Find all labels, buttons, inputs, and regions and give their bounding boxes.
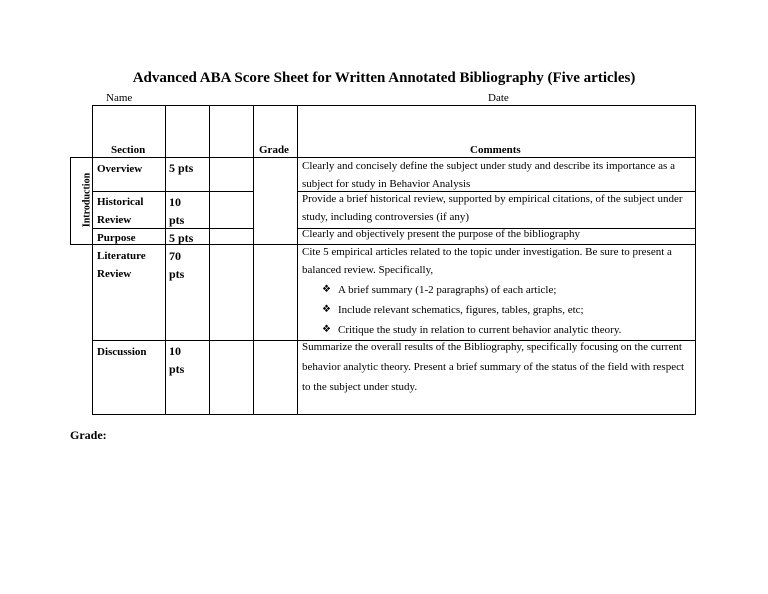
comment-historical-review: Provide a brief historical review, supported by empirical citations, of the subject under study, including controversies (if any): [302, 193, 683, 223]
section-literature-review: Literature Review: [97, 250, 146, 280]
comment-discussion: Summarize the overall results of the Bibliography, specifically focusing on the current behavior analytic theory. Present a brief summary of the status of the field with respect to the subject under study.: [302, 341, 685, 393]
grade-footer-label: Grade:: [70, 428, 107, 442]
name-label: Name: [106, 92, 133, 104]
comment-overview: Clearly and concisely define the subject under study and describe its importance as a subject for study in Behavior Analysis: [302, 160, 675, 190]
section-purpose: Purpose: [97, 232, 136, 244]
diamond-bullet-icon: ❖: [322, 304, 331, 315]
points-literature-review: 70 pts: [169, 249, 185, 281]
introduction-group-label: Introduction: [81, 172, 93, 228]
points-discussion: 10 pts: [169, 344, 185, 376]
section-discussion: Discussion: [97, 346, 147, 358]
grade-header: Grade: [259, 144, 289, 156]
diamond-bullet-icon: ❖: [322, 324, 331, 335]
section-overview: Overview: [97, 163, 143, 175]
points-overview: 5 pts: [169, 161, 194, 175]
points-purpose: 5 pts: [169, 231, 194, 245]
bullet-item: ❖ Include relevant schematics, figures, tables, graphs, etc;: [302, 301, 692, 319]
section-header: Section: [111, 144, 146, 156]
literature-review-intro: Cite 5 empirical articles related to the topic under investigation. Be sure to present a balanced review. Specifically,: [302, 246, 672, 276]
comments-header: Comments: [470, 144, 521, 156]
comment-purpose: Clearly and objectively present the purpose of the bibliography: [302, 228, 580, 240]
comment-literature-review: [302, 243, 692, 339]
bullet-item: ❖ A brief summary (1-2 paragraphs) of each article;: [302, 281, 692, 299]
diamond-bullet-icon: ❖: [322, 284, 331, 295]
section-historical-review: Historical Review: [97, 196, 144, 226]
points-historical-review: 10 pts: [169, 195, 185, 227]
bullet-item: ❖ Critique the study in relation to current behavior analytic theory.: [302, 321, 692, 339]
date-label: Date: [488, 92, 509, 104]
document-title: Advanced ABA Score Sheet for Written Annotated Bibliography (Five articles): [132, 70, 636, 86]
